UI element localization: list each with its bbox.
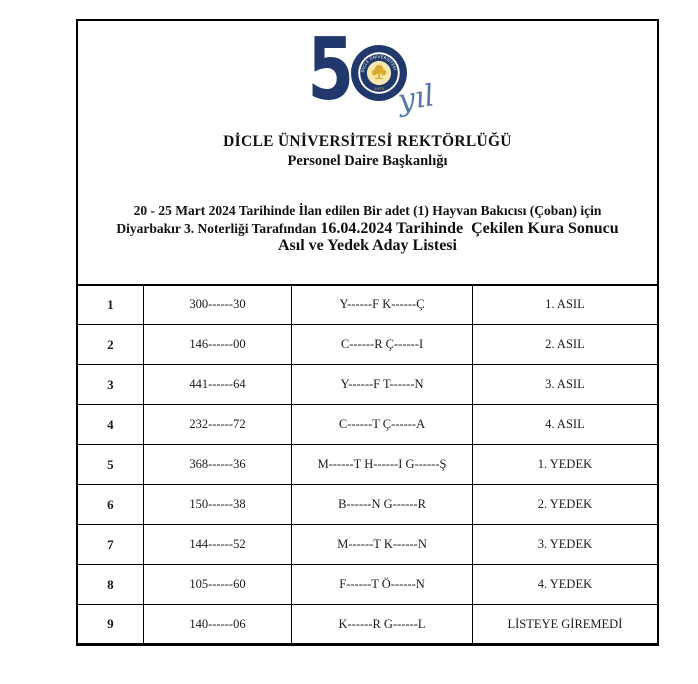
application-number-cell: 150------38 xyxy=(144,485,292,525)
result-cell: LİSTEYE GİREMEDİ xyxy=(473,605,658,645)
table-row xyxy=(77,605,658,645)
logo-digit-5: 5 xyxy=(307,20,353,120)
seal-year-text: 1973 xyxy=(373,85,384,91)
candidate-name-cell: B------N G------R xyxy=(291,485,473,525)
announcement-text xyxy=(78,202,657,255)
rank-cell: 5 xyxy=(77,445,144,485)
application-number-cell: 105------60 xyxy=(144,565,292,605)
result-cell: 1. YEDEK xyxy=(473,445,658,485)
candidate-name-cell: K------R G------L xyxy=(291,605,473,645)
document-page xyxy=(76,19,659,645)
rank-cell: 8 xyxy=(77,565,144,605)
table-row xyxy=(77,565,658,605)
table-row xyxy=(77,285,658,325)
result-cell: 2. ASIL xyxy=(473,325,658,365)
candidate-name-cell: Y------F T------N xyxy=(291,365,473,405)
announcement-line-1: 20 - 25 Mart 2024 Tarihinde İlan edilen Bir adet (1) Hayvan Bakıcısı (Çoban) için xyxy=(133,203,602,218)
application-number-cell: 144------52 xyxy=(144,525,292,565)
rank-cell: 3 xyxy=(77,365,144,405)
table-row xyxy=(77,525,658,565)
table-row xyxy=(77,405,658,445)
result-cell: 4. YEDEK xyxy=(473,565,658,605)
rank-cell: 2 xyxy=(77,325,144,365)
rank-cell: 1 xyxy=(77,285,144,325)
announcement-line-2: Diyarbakır 3. Noterliği Tarafından 16.04.2024 Tarihinde Çekilen Kura Sonucu xyxy=(116,219,619,237)
result-cell: 3. YEDEK xyxy=(473,525,658,565)
application-number-cell: 232------72 xyxy=(144,405,292,445)
candidate-name-cell: M------T K------N xyxy=(291,525,473,565)
table-row xyxy=(77,445,658,485)
result-cell: 3. ASIL xyxy=(473,365,658,405)
university-title: DİCLE ÜNİVERSİTESİ REKTÖRLÜĞÜ xyxy=(223,133,512,150)
table-row xyxy=(77,365,658,405)
candidate-name-cell: M------T H------I G------Ş xyxy=(291,445,473,485)
application-number-cell: 140------06 xyxy=(144,605,292,645)
anniversary-50-logo xyxy=(78,20,657,120)
seal-ring-text: DİCLE ÜNİVERSİTESİ xyxy=(359,54,398,73)
application-number-cell: 146------00 xyxy=(144,325,292,365)
logo-yil-script: yıl xyxy=(395,78,437,119)
candidate-name-cell: C------T Ç------A xyxy=(291,405,473,445)
results-table xyxy=(76,284,659,646)
rank-cell: 6 xyxy=(77,485,144,525)
result-cell: 4. ASIL xyxy=(473,405,658,445)
candidate-name-cell: C------R Ç------I xyxy=(291,325,473,365)
department-subtitle: Personel Daire Başkanlığı xyxy=(287,153,448,169)
table-row xyxy=(77,485,658,525)
rank-cell: 4 xyxy=(77,405,144,445)
announcement-line-3: Asıl ve Yedek Aday Listesi xyxy=(278,237,457,254)
rank-cell: 7 xyxy=(77,525,144,565)
candidate-name-cell: Y------F K------Ç xyxy=(291,285,473,325)
candidate-name-cell: F------T Ö------N xyxy=(291,565,473,605)
application-number-cell: 368------36 xyxy=(144,445,292,485)
rank-cell: 9 xyxy=(77,605,144,645)
result-cell: 2. YEDEK xyxy=(473,485,658,525)
table-row xyxy=(77,325,658,365)
result-cell: 1. ASIL xyxy=(473,285,658,325)
application-number-cell: 300------30 xyxy=(144,285,292,325)
application-number-cell: 441------64 xyxy=(144,365,292,405)
